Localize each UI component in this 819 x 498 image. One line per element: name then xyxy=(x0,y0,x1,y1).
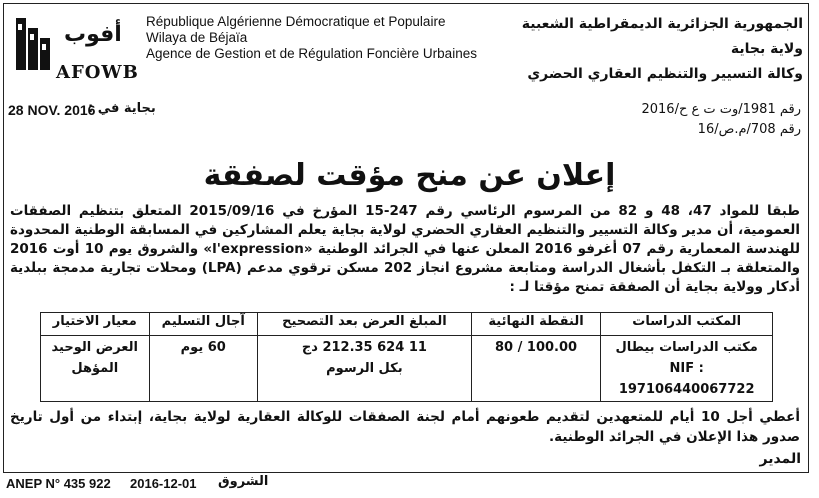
issue-date: 28 NOV. 2016 xyxy=(8,102,96,118)
agency-logo xyxy=(8,8,138,90)
signature-director: المدير xyxy=(759,451,801,467)
header-ar-line1: الجمهورية الجزائرية الديمقراطية الشعبية xyxy=(521,16,803,32)
offer-amount: 11 624 212.35 دج xyxy=(301,340,427,355)
header-fr-line2: Wilaya de Béjaïa xyxy=(146,30,248,45)
building-logo-icon xyxy=(14,14,54,74)
announcement-body: طبقا للمواد 47، 48 و 82 من المرسوم الرئاسي رقم 247-15 المؤرخ في 2015/09/16 المتعلق بتنظيم الصفقات العمومية، أن مدير وكالة التسيير والتنظيم العقاري الحضري لولاية بجاية يعلم المشاركين في المسابقة الوطنية المحدودة للهندسة المعمارية رقم 07 أغرفو 2016 المعلن عنها في الجرائد الوطنية «l'expression» والشروق يوم 10 أوت 2016 والمتعلقة بـ التكفل بأشغال الدراسة ومتابعة مشروع انجاز 202 مسكن ترقوي مدعم (LPA) ومحلات تجارية مدمجة ببلدية أدكار وولاية بجاية أن الصفقة تمنح مؤقتا لـ : xyxy=(10,203,801,295)
final-score: 80 / 100.00 xyxy=(495,340,578,355)
place-label: بجاية في : xyxy=(88,101,156,116)
publication-date: 2016-12-01 xyxy=(130,476,197,491)
table-header-row xyxy=(41,313,773,336)
header-amount: المبلغ العرض بعد التصحيح xyxy=(257,313,471,336)
amount-note: بكل الرسوم xyxy=(326,361,403,376)
cell-delivery xyxy=(149,336,257,402)
criterion-line2: المؤهل xyxy=(71,361,119,376)
logo-name-arabic: أفوب xyxy=(64,22,122,47)
office-name: مكتب الدراسات بيطال xyxy=(615,340,758,355)
cell-office xyxy=(601,336,773,402)
header-arabic xyxy=(522,12,803,87)
newspaper-name: الشروق xyxy=(218,474,269,489)
table-row xyxy=(41,336,773,402)
reference-line1: رقم 1981/وت ت ع ح/2016 xyxy=(641,102,801,117)
cell-criterion xyxy=(41,336,150,402)
header-delivery: آجال التسليم xyxy=(149,313,257,336)
office-nif: NIF : 197106440067722 xyxy=(618,361,755,397)
cell-amount xyxy=(257,336,471,402)
header-criterion: معيار الاختيار xyxy=(41,313,150,336)
header-office: المكتب الدراسات xyxy=(601,313,773,336)
header-score: النقطة النهائية xyxy=(471,313,601,336)
anep-number: ANEP N° 435 922 xyxy=(6,476,111,491)
announcement-title: إعلان عن منح مؤقت لصفقة xyxy=(203,158,616,193)
logo-name-latin: AFOWB xyxy=(56,62,139,83)
header-fr-line3: Agence de Gestion et de Régulation Foncière Urbaines xyxy=(146,46,477,61)
delivery-time: 60 يوم xyxy=(180,340,226,355)
header-french xyxy=(146,14,477,62)
header-ar-line3: وكالة التسيير والتنظيم العقاري الحضري xyxy=(527,66,803,82)
header-ar-line2: ولاية بجاية xyxy=(730,41,803,57)
appeal-notice: أعطي أجل 10 أيام للمتعهدين لتقديم طعونهم أمام لجنة الصفقات للوكالة العقارية لولاية بجاية، إبتداء من أول تاريخ صدور هذا الإعلان في الجرائد الوطنية. xyxy=(10,409,801,445)
cell-score xyxy=(471,336,601,402)
footer xyxy=(0,476,819,494)
header-fr-line1: République Algérienne Démocratique et Populaire xyxy=(146,14,446,29)
criterion-line1: العرض الوحيد xyxy=(51,340,138,355)
award-table xyxy=(40,312,773,402)
reference-numbers xyxy=(641,100,801,140)
reference-line2: رقم 708/م.ص/16 xyxy=(697,122,801,137)
